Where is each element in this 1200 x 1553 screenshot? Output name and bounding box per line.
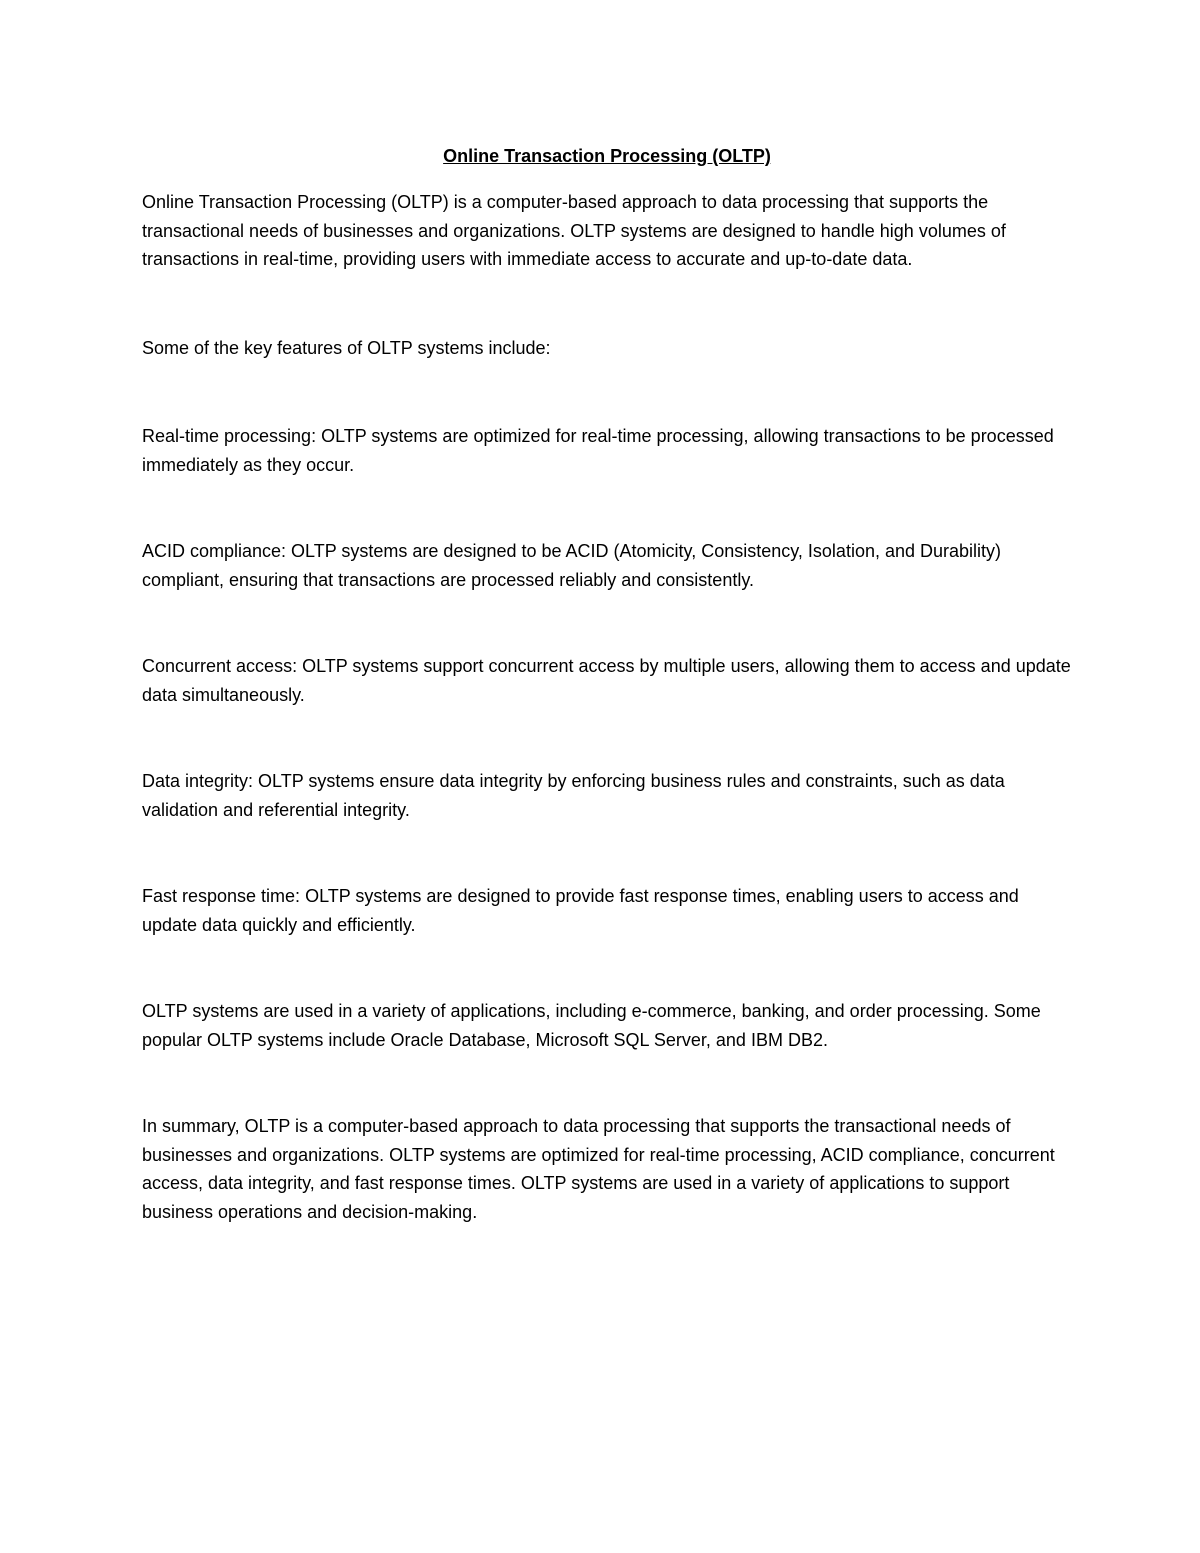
summary-paragraph: In summary, OLTP is a computer-based approach to data processing that supports the transactional needs of businesses and organizations. OLTP systems are optimized for real-time processing, ACID compliance, concurrent access, data integrity, and fast response times. OLTP systems are used in a variety of applications to support business operations and decision-making. <box>142 1116 1055 1222</box>
feature-concurrent-access: Concurrent access: OLTP systems support concurrent access by multiple users, allowing them to access and update data simultaneously. <box>142 656 1071 705</box>
intro-paragraph: Online Transaction Processing (OLTP) is a computer-based approach to data processing that supports the transactional needs of businesses and organizations. OLTP systems are designed to handle high volumes of transactions in real-time, providing users with immediate access to accurate and up-to-date data. <box>142 192 1006 269</box>
applications-paragraph: OLTP systems are used in a variety of applications, including e-commerce, banking, and order processing. Some popular OLTP systems include Oracle Database, Microsoft SQL Server, and IBM DB2. <box>142 1001 1041 1050</box>
feature-acid-compliance: ACID compliance: OLTP systems are designed to be ACID (Atomicity, Consistency, Isolation, and Durability) compliant, ensuring that transactions are processed reliably and consistently. <box>142 541 1002 590</box>
feature-fast-response-time: Fast response time: OLTP systems are designed to provide fast response times, enabling users to access and update data quickly and efficiently. <box>142 886 1019 935</box>
feature-real-time-processing: Real-time processing: OLTP systems are optimized for real-time processing, allowing transactions to be processed immediately as they occur. <box>142 426 1054 475</box>
document-title: Online Transaction Processing (OLTP) <box>443 146 771 166</box>
features-lead: Some of the key features of OLTP systems include: <box>142 337 551 358</box>
document-body <box>142 142 1072 1226</box>
feature-data-integrity: Data integrity: OLTP systems ensure data integrity by enforcing business rules and constraints, such as data validation and referential integrity. <box>142 771 1005 820</box>
